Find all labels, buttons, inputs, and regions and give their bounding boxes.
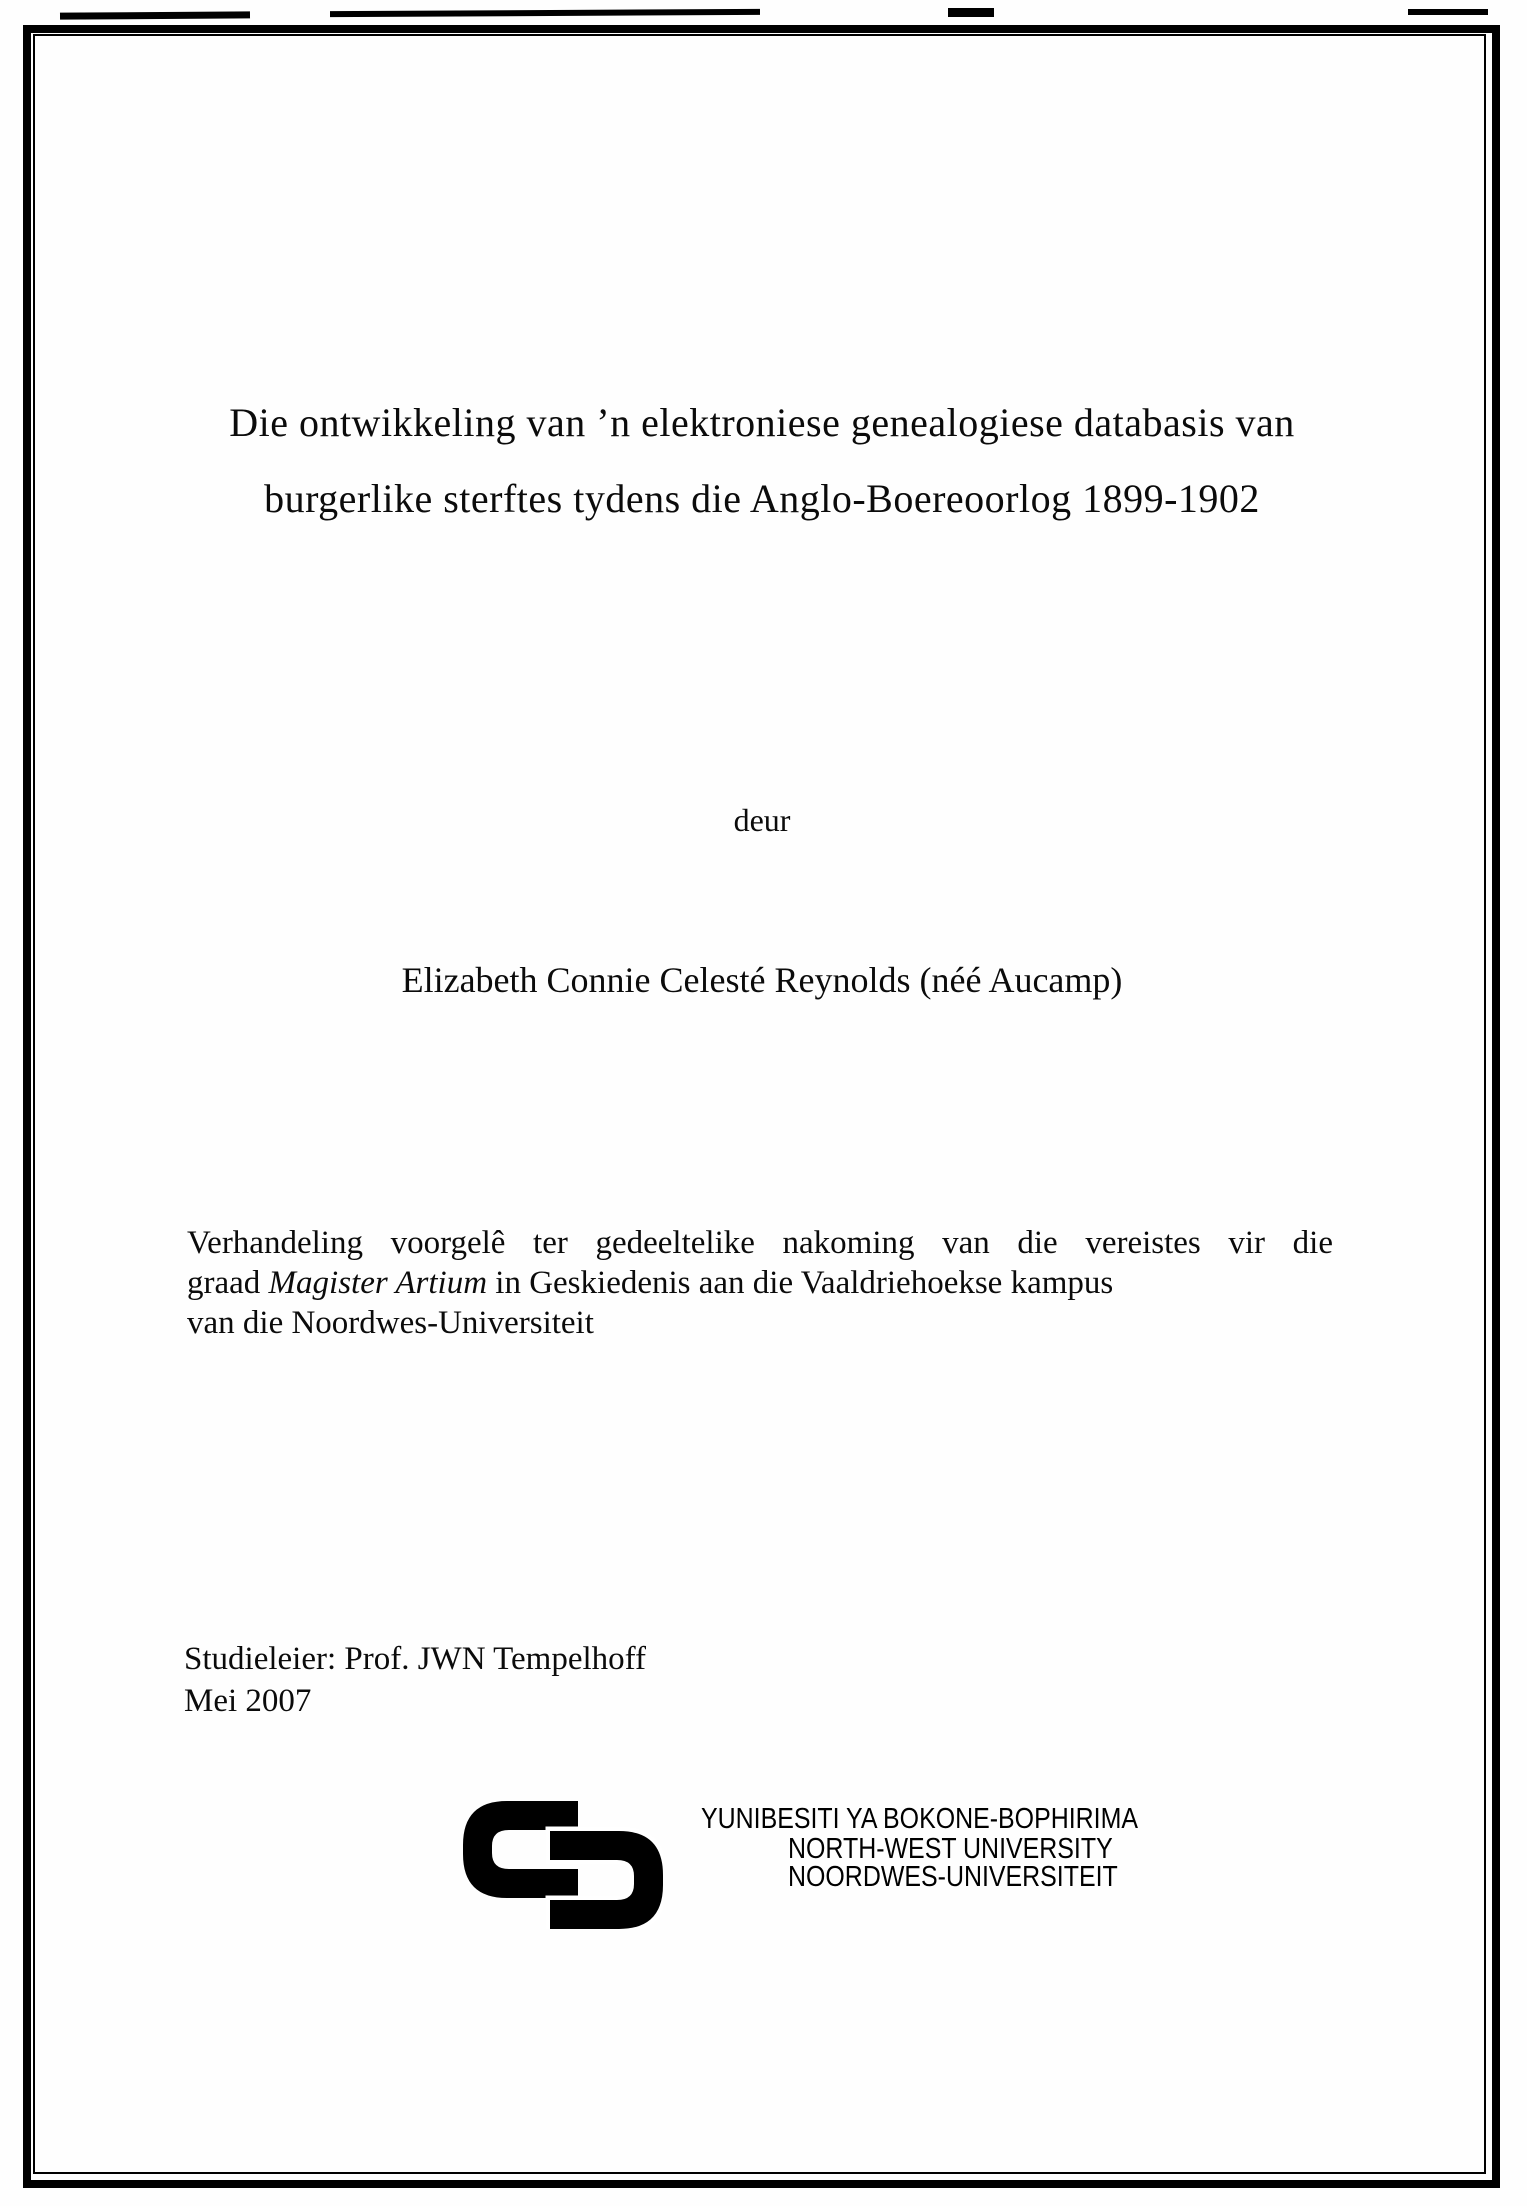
scan-artifact <box>948 8 994 17</box>
university-name-afrikaans: NOORDWES-UNIVERSITEIT <box>788 1861 1118 1893</box>
thesis-title-line2: burgerlike sterftes tydens die Anglo-Boereoorlog 1899-1902 <box>264 476 1260 521</box>
date-line: Mei 2007 <box>184 1683 312 1719</box>
supervisor-block <box>184 1638 1084 1722</box>
submission-statement <box>187 1223 1333 1343</box>
university-name-setswana: YUNIBESITI YA BOKONE-BOPHIRIMA <box>701 1803 1139 1835</box>
university-name-english: NORTH-WEST UNIVERSITY <box>788 1833 1113 1865</box>
scan-artifact <box>60 11 250 19</box>
supervisor-line: Studieleier: Prof. JWN Tempelhoff <box>184 1641 647 1677</box>
byline-label: deur <box>733 802 791 838</box>
author-name: Elizabeth Connie Celesté Reynolds (néé Aucamp) <box>401 960 1123 1000</box>
statement-line2 <box>187 1263 1333 1303</box>
statement-line2-pre: graad <box>187 1265 269 1301</box>
scan-artifact <box>330 9 760 17</box>
statement-line2-post: in Geskiedenis aan die Vaaldriehoekse kampus <box>487 1265 1114 1301</box>
statement-line3: van die Noordwes-Universiteit <box>187 1305 594 1341</box>
statement-line1: Verhandeling voorgelê ter gedeeltelike nakoming van die vereistes vir die <box>187 1225 1333 1261</box>
thesis-title-line1: Die ontwikkeling van ’n elektroniese genealogiese databasis van <box>229 400 1295 445</box>
thesis-title <box>187 385 1337 537</box>
university-logo <box>463 1801 1139 1931</box>
nwu-interlocked-links-icon <box>463 1801 663 1929</box>
degree-name: Magister Artium <box>268 1265 488 1301</box>
scan-artifact <box>1408 9 1488 15</box>
